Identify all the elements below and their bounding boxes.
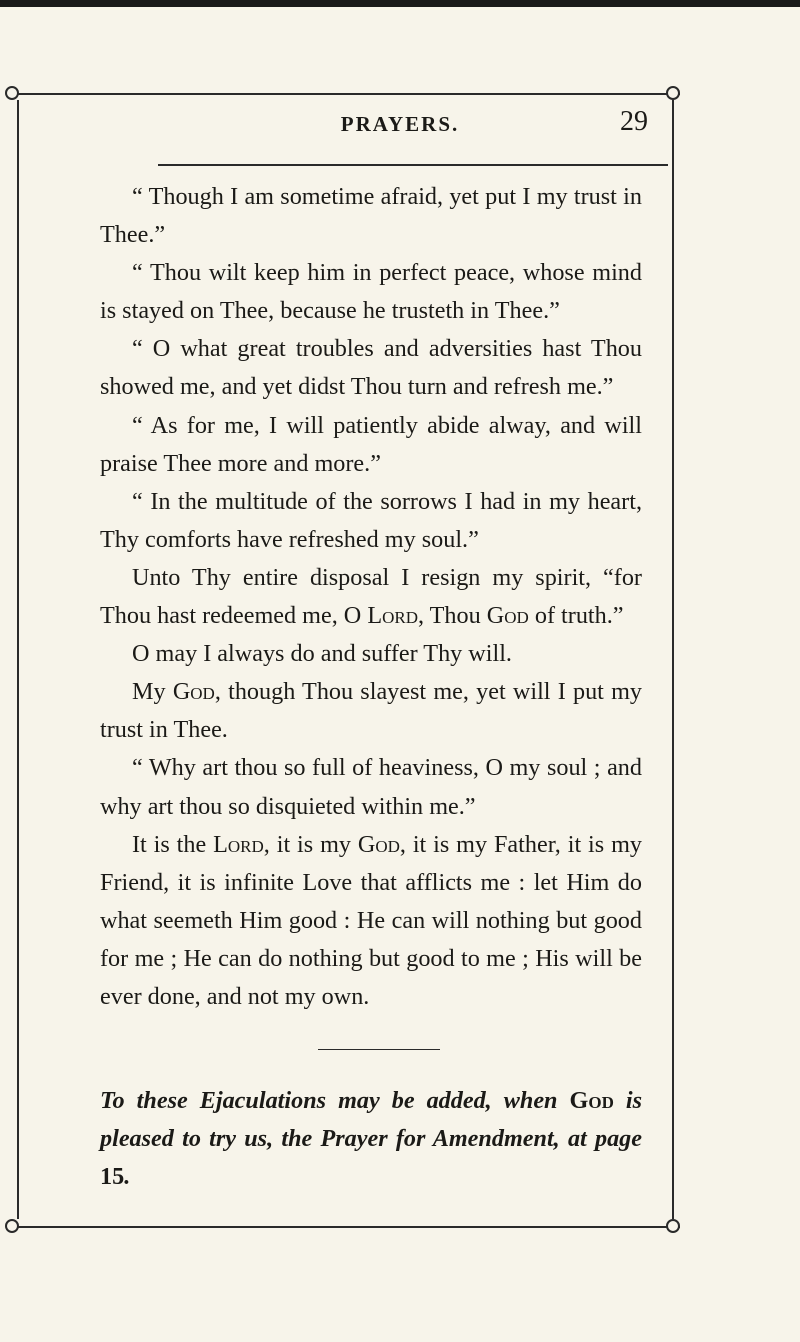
running-title: PRAYERS. [340, 112, 460, 136]
paragraph: “ In the multitude of the sorrows I had in my heart, Thy comforts have refreshed my soul.” [100, 487, 642, 553]
corner-ring-bottom-left [5, 1219, 19, 1233]
border-bottom [12, 1226, 680, 1228]
paragraph: “ As for me, I will patiently abide alway, and will praise Thee more and more.” [100, 411, 642, 477]
corner-ring-top-right [666, 86, 680, 100]
closing-note: To these Ejaculations may be added, when God is pleased to try us, the Prayer for Amendment, at page 15. [100, 1087, 643, 1191]
border-right [672, 100, 674, 1219]
scan-top-edge [0, 0, 800, 7]
border-left [17, 100, 19, 1219]
paragraph: My God, though Thou slayest me, yet will I put my trust in Thee. [100, 678, 642, 744]
paragraph: “ Thou wilt keep him in perfect peace, whose mind is stayed on Thee, because he trusteth in Thee.” [100, 259, 642, 325]
paragraph: O may I always do and suffer Thy will. [132, 640, 512, 668]
paragraph: “ O what great troubles and adversities hast Thou showed me, and yet didst Thou turn and refresh me.” [100, 335, 642, 401]
paragraph: “ Though I am sometime afraid, yet put I my trust in Thee.” [100, 183, 642, 249]
border-top [12, 93, 680, 95]
header-rule [158, 164, 668, 166]
prayer-text [100, 178, 642, 1016]
paragraph: Unto Thy entire disposal I resign my spirit, “for Thou hast redeemed me, O Lord, Thou God of truth.” [100, 563, 642, 630]
paragraph: It is the Lord, it is my God, it is my Father, it is my Friend, it is infinite Love that afflicts me : let Him do what seemeth Him good : He can will nothing but good for me ; He can do nothing but good to me ; His will be ever done, and not my own. [100, 830, 642, 1010]
section-divider [318, 1049, 440, 1050]
page-number: 29 [620, 106, 648, 137]
corner-ring-top-left [5, 86, 19, 100]
corner-ring-bottom-right [666, 1219, 680, 1233]
paragraph: “ Why art thou so full of heaviness, O my soul ; and why art thou so disquieted within me.” [100, 754, 642, 820]
